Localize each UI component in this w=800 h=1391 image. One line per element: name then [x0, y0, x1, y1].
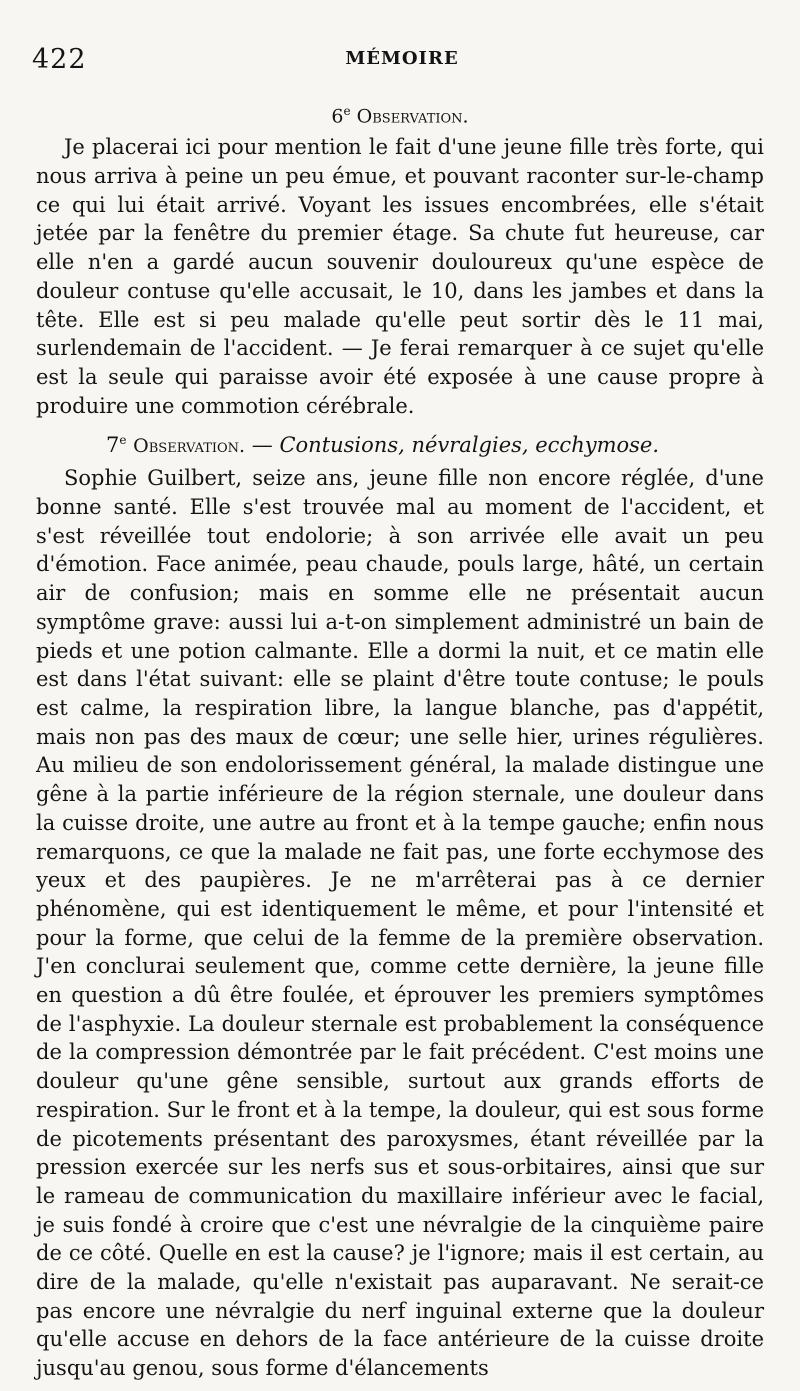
running-head: MÉMOIRE: [345, 48, 459, 69]
observation-7-subtitle: Contusions, névralgies, ecchymose.: [279, 433, 660, 458]
observation-7-label: Observation.: [133, 435, 246, 458]
observation-6-label: Observation.: [356, 105, 469, 128]
page-header: [32, 44, 772, 74]
observation-6-suffix: e: [343, 104, 351, 118]
page-number: 422: [32, 44, 87, 75]
observation-7-suffix: e: [119, 433, 127, 448]
page-body: [36, 94, 764, 1383]
observation-6-heading: [36, 94, 764, 133]
observation-6-paragraph: Je placerai ici pour mention le fait d'une jeune fille très forte, qui nous arriva à peine un peu émue, et pouvant raconter sur-le-champ ce qui lui était arrivé. Voyant les issues encombrées, elle s'était jetée par la fenêtre du premier étage. Sa chute fut heureuse, car elle n'en a gardé aucun souvenir douloureux qu'une espèce de douleur contuse qu'elle accusait, le 10, dans les jambes et dans la tête. Elle est si peu malade qu'elle peut sortir dès le 11 mai, surlendemain de l'accident. — Je ferai remarquer à ce sujet qu'elle est la seule qui paraisse avoir été exposée à une cause propre à produire une commotion cérébrale.: [36, 135, 764, 418]
observation-7-heading: [36, 422, 764, 464]
observation-7-number: 7: [106, 433, 120, 458]
observation-6-number: 6: [331, 105, 344, 128]
observation-7-dash: —: [245, 433, 280, 458]
observation-7-paragraph: Sophie Guilbert, seize ans, jeune fille non encore réglée, d'une bonne santé. Elle s'est trouvée mal au moment de l'accident, et s'est réveillée tout endolorie; à son arrivée elle avait un peu d'émotion. Face animée, peau chaude, pouls large, hâté, un certain air de confusion; mais en somme elle ne présentait aucun symptôme grave: aussi lui a-t-on simplement administré un bain de pieds et une potion calmante. Elle a dormi la nuit, et ce matin elle est dans l'état suivant: elle se plaint d'être toute contuse; le pouls est calme, la respiration libre, la langue blanche, pas d'appétit, mais non pas des maux de cœur; une selle hier, urines régulières. Au milieu de son endolorissement général, la malade distingue une gêne à la partie inférieure de la région sternale, une douleur dans la cuisse droite, une autre au front et à la tempe gauche; enfin nous remarquons, ce que la malade ne fait pas, une forte ecchymose des yeux et des paupières. Je ne m'arrêterai pas à ce dernier phénomène, qui est identiquement le même, et pour l'intensité et pour la forme, que celui de la femme de la première observation. J'en conclurai seulement que, comme cette dernière, la jeune fille en question a dû être foulée, et éprouver les premiers symptômes de l'asphyxie. La douleur sternale est probablement la conséquence de la compression démontrée par le fait précédent. C'est moins une douleur qu'une gêne sensible, surtout aux grands efforts de respiration. Sur le front et à la tempe, la douleur, qui est sous forme de picotements présentant des paroxysmes, étant réveillée par la pression exercée sur les nerfs sus et sous-orbitaires, ainsi que sur le rameau de communication du maxillaire inférieur avec le facial, je suis fondé à croire que c'est une névralgie de la cinquième paire de ce côté. Quelle en est la cause? je l'ignore; mais il est certain, au dire de la malade, qu'elle n'existait pas auparavant. Ne serait-ce pas encore une névralgie du nerf inguinal externe que la douleur qu'elle accuse en dehors de la face antérieure de la cuisse droite jusqu'au genou, sous forme d'élancements: [36, 466, 764, 1381]
